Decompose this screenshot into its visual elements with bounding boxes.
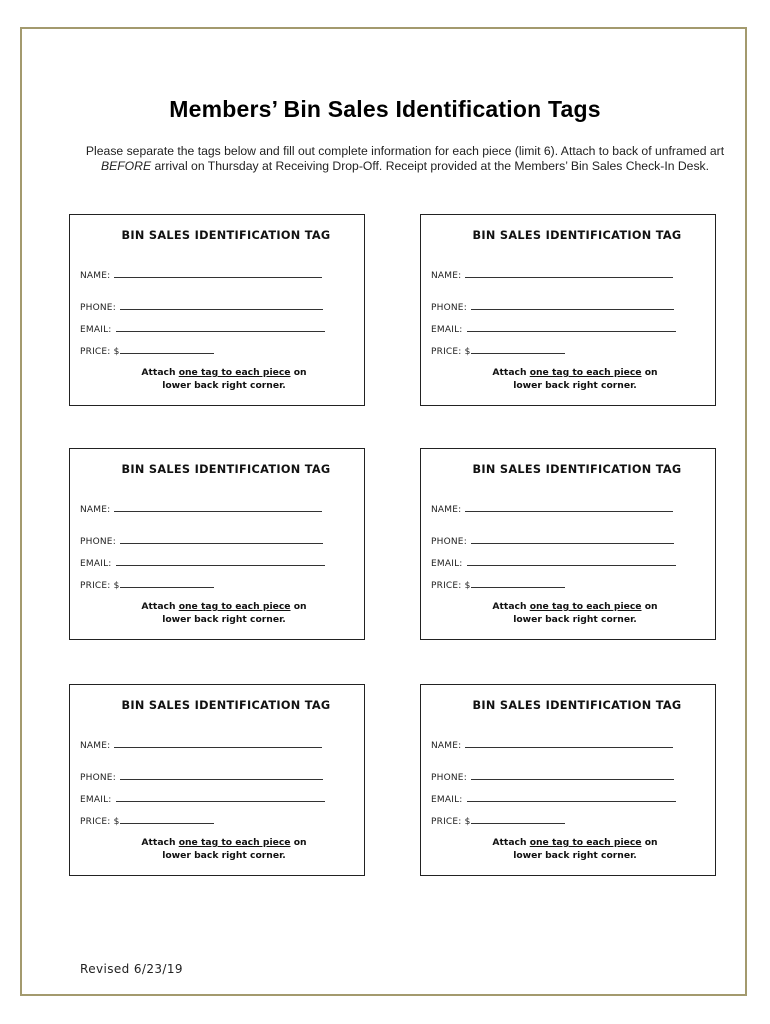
phone-label: PHONE: (80, 303, 116, 313)
name-label: NAME: (80, 271, 111, 281)
name-label: NAME: (80, 741, 111, 751)
note-line-2: lower back right corner. (513, 380, 637, 391)
phone-field[interactable] (431, 301, 674, 313)
price-label: PRICE: $ (80, 581, 120, 591)
email-label: EMAIL: (431, 325, 463, 335)
name-field[interactable] (431, 739, 673, 751)
email-field[interactable] (431, 793, 676, 805)
name-line[interactable] (465, 503, 673, 512)
instructions-emphasis: BEFORE (100, 159, 152, 173)
identification-tag-3 (69, 448, 365, 640)
note-prefix: Attach (141, 837, 179, 848)
instructions-text-1: Please separate the tags below and fill out complete information for each piece (limit 6). Attach to back of unframed art (85, 144, 725, 158)
attach-note (70, 600, 364, 626)
price-line[interactable] (120, 579, 214, 588)
email-label: EMAIL: (431, 559, 463, 569)
price-field[interactable] (80, 345, 214, 357)
tag-heading: BIN SALES IDENTIFICATION TAG (121, 229, 331, 242)
price-field[interactable] (80, 579, 214, 591)
note-prefix: Attach (141, 601, 179, 612)
email-line[interactable] (116, 557, 325, 566)
phone-line[interactable] (120, 301, 323, 310)
price-label: PRICE: $ (431, 581, 471, 591)
note-line-2: lower back right corner. (162, 614, 286, 625)
page-title: Members’ Bin Sales Identification Tags (169, 96, 601, 122)
attach-note (70, 366, 364, 392)
name-line[interactable] (465, 739, 673, 748)
name-label: NAME: (431, 271, 462, 281)
name-label: NAME: (80, 505, 111, 515)
phone-label: PHONE: (431, 773, 467, 783)
phone-label: PHONE: (431, 537, 467, 547)
instructions-text-2: arrival on Thursday at Receiving Drop-Off. Receipt provided at the Members’ Bin Sales Check-In Desk. (151, 159, 710, 173)
note-prefix: Attach (492, 367, 530, 378)
note-suffix: on (641, 837, 658, 848)
name-field[interactable] (80, 269, 322, 281)
phone-line[interactable] (120, 535, 323, 544)
email-field[interactable] (80, 323, 325, 335)
price-field[interactable] (80, 815, 214, 827)
price-label: PRICE: $ (80, 817, 120, 827)
name-field[interactable] (431, 269, 673, 281)
email-field[interactable] (431, 557, 676, 569)
email-line[interactable] (116, 323, 325, 332)
phone-field[interactable] (80, 301, 323, 313)
name-line[interactable] (114, 739, 322, 748)
tag-heading: BIN SALES IDENTIFICATION TAG (121, 463, 331, 476)
name-line[interactable] (114, 503, 322, 512)
note-underlined: one tag to each piece (529, 837, 642, 848)
note-suffix: on (290, 837, 307, 848)
email-line[interactable] (467, 793, 676, 802)
name-label: NAME: (431, 741, 462, 751)
email-line[interactable] (116, 793, 325, 802)
phone-field[interactable] (431, 535, 674, 547)
note-line-2: lower back right corner. (513, 614, 637, 625)
attach-note (421, 836, 715, 862)
phone-label: PHONE: (80, 537, 116, 547)
price-line[interactable] (471, 579, 565, 588)
note-prefix: Attach (492, 837, 530, 848)
identification-tag-5 (69, 684, 365, 876)
phone-line[interactable] (120, 771, 323, 780)
identification-tag-2 (420, 214, 716, 406)
note-suffix: on (290, 601, 307, 612)
tag-heading: BIN SALES IDENTIFICATION TAG (472, 229, 682, 242)
phone-label: PHONE: (80, 773, 116, 783)
phone-line[interactable] (471, 771, 674, 780)
phone-line[interactable] (471, 301, 674, 310)
attach-note (70, 836, 364, 862)
email-label: EMAIL: (431, 795, 463, 805)
attach-note (421, 366, 715, 392)
price-field[interactable] (431, 815, 565, 827)
identification-tag-4 (420, 448, 716, 640)
note-line-2: lower back right corner. (513, 850, 637, 861)
note-suffix: on (641, 601, 658, 612)
attach-note (421, 600, 715, 626)
note-underlined: one tag to each piece (178, 837, 291, 848)
revision-date: Revised 6/23/19 (80, 962, 183, 976)
phone-field[interactable] (80, 771, 323, 783)
phone-label: PHONE: (431, 303, 467, 313)
email-line[interactable] (467, 323, 676, 332)
email-label: EMAIL: (80, 559, 112, 569)
identification-tag-1 (69, 214, 365, 406)
price-field[interactable] (431, 579, 565, 591)
price-line[interactable] (120, 345, 214, 354)
name-line[interactable] (114, 269, 322, 278)
price-field[interactable] (431, 345, 565, 357)
email-field[interactable] (80, 557, 325, 569)
note-underlined: one tag to each piece (178, 367, 291, 378)
email-field[interactable] (80, 793, 325, 805)
tag-heading: BIN SALES IDENTIFICATION TAG (121, 699, 331, 712)
note-underlined: one tag to each piece (529, 367, 642, 378)
phone-field[interactable] (431, 771, 674, 783)
name-field[interactable] (80, 503, 322, 515)
instructions (60, 144, 750, 174)
name-field[interactable] (80, 739, 322, 751)
note-line-2: lower back right corner. (162, 850, 286, 861)
note-underlined: one tag to each piece (529, 601, 642, 612)
email-label: EMAIL: (80, 325, 112, 335)
note-suffix: on (290, 367, 307, 378)
note-prefix: Attach (141, 367, 179, 378)
tag-heading: BIN SALES IDENTIFICATION TAG (472, 699, 682, 712)
email-line[interactable] (467, 557, 676, 566)
price-label: PRICE: $ (431, 817, 471, 827)
note-prefix: Attach (492, 601, 530, 612)
phone-line[interactable] (471, 535, 674, 544)
price-line[interactable] (120, 815, 214, 824)
price-label: PRICE: $ (431, 347, 471, 357)
note-line-2: lower back right corner. (162, 380, 286, 391)
name-line[interactable] (465, 269, 673, 278)
price-line[interactable] (471, 815, 565, 824)
email-field[interactable] (431, 323, 676, 335)
name-field[interactable] (431, 503, 673, 515)
tag-heading: BIN SALES IDENTIFICATION TAG (472, 463, 682, 476)
note-underlined: one tag to each piece (178, 601, 291, 612)
identification-tag-6 (420, 684, 716, 876)
email-label: EMAIL: (80, 795, 112, 805)
phone-field[interactable] (80, 535, 323, 547)
price-label: PRICE: $ (80, 347, 120, 357)
price-line[interactable] (471, 345, 565, 354)
name-label: NAME: (431, 505, 462, 515)
note-suffix: on (641, 367, 658, 378)
